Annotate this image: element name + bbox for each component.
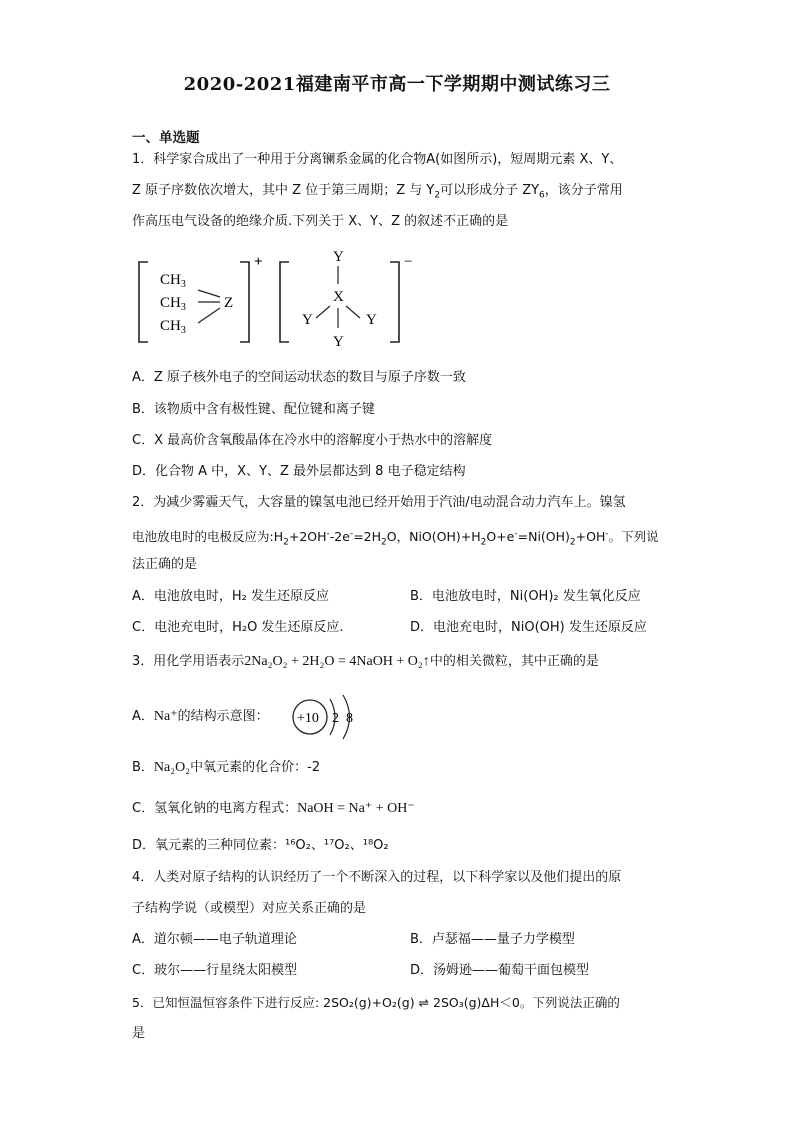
q1-option-c: C．X 最高价含氧酸晶体在冷水中的溶解度小于热水中的溶解度 [132, 433, 493, 448]
q4-option-d: D．汤姆逊——葡萄干面包模型 [410, 963, 590, 978]
q2-line-3: 法正确的是 [132, 557, 198, 572]
section-heading: 一、单选题 [132, 130, 200, 146]
ch3-top: $CH_3$ [160, 272, 186, 290]
q5-line-1: 5．已知恒温恒容条件下进行反应: 2SO₂(g)+O₂(g) ⇌ 2SO₃(g)ΔH＜0。下列说法正确的 [132, 995, 620, 1010]
q2-line-2: 电池放电时的电极反应为$:H_2+2OH^--2e^-=2H_2O$，$NiO(OH)+H_2O+e^-=Ni(OH)_2+OH^-$。下列说 [132, 529, 659, 548]
ch3-middle: $CH_3$ [160, 295, 186, 313]
z-atom: Z [224, 295, 234, 311]
q5-line-2: 是 [132, 1026, 146, 1041]
q4-option-c: C．玻尔——行星绕太阳模型 [132, 963, 298, 978]
sodium-ion-structure-diagram [288, 691, 368, 743]
y-top: Y [333, 249, 344, 265]
q2-line-1: 2．为减少雾霾天气，大容量的镍氢电池已经开始用于汽油/电动混合动力汽车上。镍氢 [132, 495, 626, 510]
page-title: 2020-2021福建南平市高一下学期期中测试练习三 [183, 74, 611, 95]
y-bottom: Y [333, 334, 344, 350]
q3-option-b: B．Na₂O₂中氧元素的化合价：-2 [132, 760, 321, 775]
q1-option-d: D．化合物 A 中，X、Y、Z 最外层都达到 8 电子稳定结构 [132, 464, 466, 479]
q1-option-a: A．Z 原子核外电子的空间运动状态的数目与原子序数一致 [132, 370, 466, 385]
q2-option-b: B．电池放电时，Ni(OH)₂ 发生氧化反应 [410, 589, 641, 604]
cation-charge: + [254, 254, 263, 270]
q4-option-b: B．卢瑟福——量子力学模型 [410, 932, 575, 947]
y-left: Y [302, 312, 313, 328]
ch3-bottom: $CH_3$ [160, 318, 186, 336]
shell-2-electrons: 8 [346, 711, 353, 726]
anion-charge: − [404, 254, 413, 270]
q1-line-3: 作高压电气设备的绝缘介质.下列关于 X、Y、Z 的叙述不正确的是 [132, 214, 509, 229]
x-atom: X [333, 289, 344, 305]
q2-option-d: D．电池充电时，NiO(OH) 发生还原反应 [410, 620, 647, 635]
shell-1-electrons: 2 [332, 711, 339, 726]
compound-a-figure [132, 244, 422, 352]
q3-option-a: A．Na⁺的结构示意图： [132, 709, 269, 724]
q1-line-2: Z 原子序数依次增大，其中 Z 位于第三周期；Z 与 $Y_2$可以形成分子 $ZY_6$，该分子常用 [132, 183, 623, 201]
q4-line-1: 4．人类对原子结构的认识经历了一个不断深入的过程，以下科学家以及他们提出的原 [132, 870, 622, 885]
q3-option-d: D．氧元素的三种同位素：¹⁶O₂、¹⁷O₂、¹⁸O₂ [132, 838, 389, 853]
q4-line-2: 子结构学说（或模型）对应关系正确的是 [132, 901, 367, 916]
q2-option-c: C．电池充电时，H₂O 发生还原反应. [132, 620, 344, 635]
q2-option-a: A．电池放电时，H₂ 发生还原反应 [132, 589, 330, 604]
q1-option-b: B．该物质中含有极性键、配位键和离子键 [132, 402, 375, 417]
nucleus-charge: +10 [297, 711, 319, 726]
y-right: Y [366, 312, 377, 328]
q3-option-c: C．氢氧化钠的电离方程式：NaOH = Na⁺ + OH⁻ [132, 801, 415, 816]
q3-equation: 2Na₂O₂ + 2H₂O = 4NaOH + O₂↑ [244, 654, 430, 669]
q4-option-a: A．道尔顿——电子轨道理论 [132, 932, 297, 947]
q1-line-1: 1．科学家合成出了一种用于分离镧系金属的化合物A(如图所示)，短周期元素 X、Y、 [132, 152, 623, 167]
q3-stem: 3．用化学用语表示2Na₂O₂ + 2H₂O = 4NaOH + O₂↑中的相关微粒，其中正确的是 [132, 654, 599, 669]
